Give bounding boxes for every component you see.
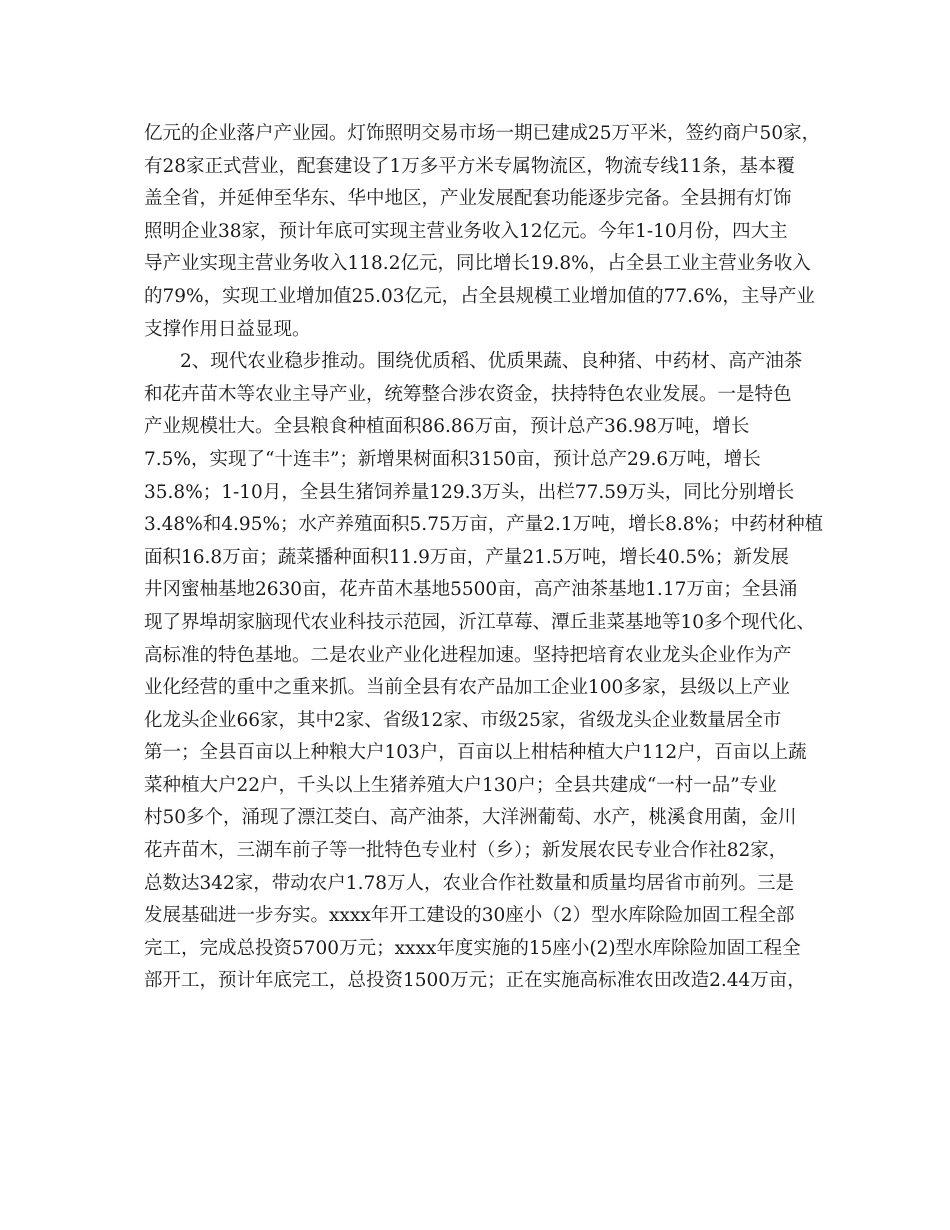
text-line: 盖全省，并延伸至华东、华中地区，产业发展配套功能逐步完备。全县拥有灯饰 xyxy=(144,188,792,210)
text-line: 导产业实现主营业务收入118.2亿元，同比增长19.8%，占全县工业主营业务收入 xyxy=(144,253,811,275)
text-line: 菜种植大户22户，千头以上生猪养殖大户130户；全县共建成“一村一品”专业 xyxy=(144,774,777,796)
text-line: 发展基础进一步夯实。xxxx年开工建设的30座小（2）型水库除险加固工程全部 xyxy=(144,905,795,927)
text-line: 村50多个，涌现了漂江茭白、高产油茶，大洋洲葡萄、水产，桃溪食用菌，金川 xyxy=(144,807,797,829)
text-line: 现了界埠胡家脑现代农业科技示范园，沂江草莓、潭丘韭菜基地等10多个现代化、 xyxy=(144,611,816,633)
text-line: 部开工，预计年底完工，总投资1500万元；正在实施高标准农田改造2.44万亩， xyxy=(144,970,806,992)
paragraph-continuation xyxy=(144,118,834,346)
text-line-first: 2、现代农业稳步推动。围绕优质稻、优质果蔬、良种猪、中药材、高产油茶 xyxy=(180,351,803,373)
text-line: 照明企业38家，预计年底可实现主营业务收入12亿元。今年1-10月份，四大主 xyxy=(144,220,788,242)
text-line: 面积16.8万亩；蔬菜播种面积11.9万亩，产量21.5万吨，增长40.5%；新发展 xyxy=(144,546,789,568)
paragraph-modern-agriculture xyxy=(144,346,834,998)
text-line: 业化经营的重中之重来抓。当前全县有农产品加工企业100多家，县级以上产业 xyxy=(144,677,790,699)
text-line: 第一；全县百亩以上种粮大户103户，百亩以上柑桔种植大户112户，百亩以上蔬 xyxy=(144,742,807,764)
text-line: 7.5%，实现了“十连丰”；新增果树面积3150亩，预计总产29.6万吨，增长 xyxy=(144,448,761,470)
text-line: 和花卉苗木等农业主导产业，统筹整合涉农资金，扶持特色农业发展。一是特色 xyxy=(144,383,792,405)
text-line: 高标准的特色基地。二是农业产业化进程加速。坚持把培育农业龙头企业作为产 xyxy=(144,644,792,666)
text-line: 亿元的企业落户产业园。灯饰照明交易市场一期已建成25万平米，签约商户50家， xyxy=(144,123,821,144)
body-text xyxy=(144,118,834,998)
text-line: 的79%，实现工业增加值25.03亿元，占全县规模工业增加值的77.6%，主导产业 xyxy=(144,285,815,307)
text-line: 支撑作用日益显现。 xyxy=(144,318,311,340)
text-line: 化龙头企业66家，其中2家、省级12家、市级25家，省级龙头企业数量居全市 xyxy=(144,709,782,731)
text-line: 完工，完成总投资5700万元；xxxx年度实施的15座小(2)型水库除险加固工程全 xyxy=(144,937,801,959)
text-line: 总数达342家，带动农户1.78万人，农业合作社数量和质量均居省市前列。三是 xyxy=(144,872,795,894)
text-line: 井冈蜜柚基地2630亩，花卉苗木基地5500亩，高产油茶基地1.17万亩；全县涌 xyxy=(144,579,798,601)
text-line: 有28家正式营业，配套建设了1万多平方米专属物流区，物流专线11条，基本覆 xyxy=(144,155,795,177)
text-line: 产业规模壮大。全县粮食种植面积86.86万亩，预计总产36.98万吨，增长 xyxy=(144,416,750,438)
text-line: 35.8%；1-10月，全县生猪饲养量129.3万头，出栏77.59万头，同比分别增长 xyxy=(144,481,795,503)
text-line: 3.48%和4.95%；水产养殖面积5.75万亩，产量2.1万吨，增长8.8%；中药材种植 xyxy=(144,514,824,536)
text-line: 花卉苗木，三湖车前子等一批特色专业村（乡）；新发展农民专业合作社82家， xyxy=(144,840,788,862)
